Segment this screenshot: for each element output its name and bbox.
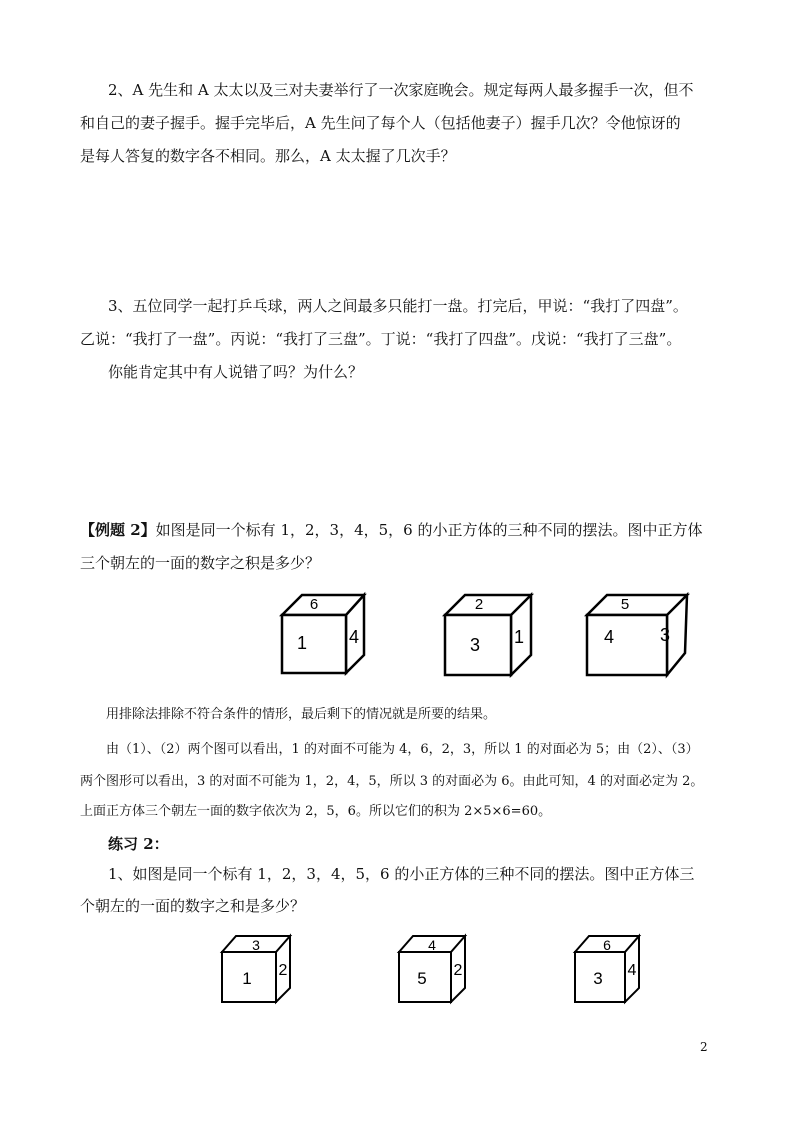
practice-2-cube-figures [0,930,793,1010]
example-2-label: 【例题 2】 [80,521,156,539]
problem-3-line-2: 乙说：“我打了一盘”。丙说：“我打了三盘”。丁说：“我打了四盘”。戊说：“我打了三盘”。 [80,330,682,348]
example-cube-1-right: 4 [348,627,360,647]
practice-cube-1-right: 2 [278,962,288,979]
practice-cube-1-top: 3 [252,937,260,953]
practice-cube-3-top: 6 [603,937,611,953]
example-cube-2-right: 1 [513,627,525,647]
practice-2-heading: 练习 2： [108,835,169,853]
practice-cube-2-front: 5 [417,969,427,988]
practice-cube-3 [575,936,639,1002]
example-cube-3-front: 4 [603,627,615,647]
practice-cube-2-right: 2 [453,962,463,979]
example-cube-1-top: 6 [309,596,319,613]
example-cube-3 [587,595,687,675]
solution-line-1: 用排除法排除不符合条件的情形，最后剩下的情况就是所要的结果。 [106,707,497,722]
practice-cube-2 [399,936,465,1002]
practice-cube-1-front: 1 [242,969,252,988]
practice-2-line-2: 个朝左的一面的数字之和是多少？ [80,897,306,915]
solution-line-4: 上面正方体三个朝左一面的数字依次为 2，5，6。所以它们的积为 2×5×6=60。 [80,804,552,819]
example-cube-1-front: 1 [296,633,308,653]
problem-2-line-3: 是每人答复的数字各不相同。那么，A 太太握了几次手？ [80,147,456,165]
example-cube-2-top: 2 [474,596,484,613]
problem-2-line-1: 2、A 先生和 A 太太以及三对夫妻举行了一次家庭晚会。规定每两人最多握手一次，但不 [108,81,694,99]
example-2-line-2: 三个朝左的一面的数字之积是多少？ [80,554,321,572]
example-cube-3-right: 3 [659,625,671,645]
practice-cube-3-right: 4 [627,962,637,979]
example-2-line-1: 【例题 2】如图是同一个标有 1，2，3，4，5，6 的小正方体的三种不同的摆法。图中正方体 [80,521,703,539]
problem-3-line-1: 3、五位同学一起打乒乓球，两人之间最多只能打一盘。打完后，甲说：“我打了四盘”。 [108,297,688,315]
problem-3-line-3: 你能肯定其中有人说错了吗？为什么？ [108,363,364,381]
practice-cube-1 [222,936,290,1002]
solution-line-2: 由（1）、（2）两个图可以看出，1 的对面不可能为 4，6，2，3，所以 1 的对面必为 5；由（2）、（3） [106,742,699,757]
problem-2-line-2: 和自己的妻子握手。握手完毕后，A 先生问了每个人（包括他妻子）握手几次？令他惊讶的 [80,114,681,132]
example-cube-2 [445,595,531,675]
example-cube-3-top: 5 [620,596,630,613]
practice-cube-2-top: 4 [428,937,436,953]
practice-cube-3-front: 3 [593,969,603,988]
example-2-cube-figures [0,585,793,685]
practice-2-line-1: 1、如图是同一个标有 1，2，3，4，5，6 的小正方体的三种不同的摆法。图中正方体三 [108,865,695,883]
example-cube-2-front: 3 [469,635,481,655]
solution-line-3: 两个图形可以看出，3 的对面不可能为 1，2，4，5，所以 3 的对面必为 6。由此可知，4 的对面必定为 2。 [80,774,704,789]
page-number: 2 [700,1040,708,1054]
example-cube-1 [282,595,364,673]
